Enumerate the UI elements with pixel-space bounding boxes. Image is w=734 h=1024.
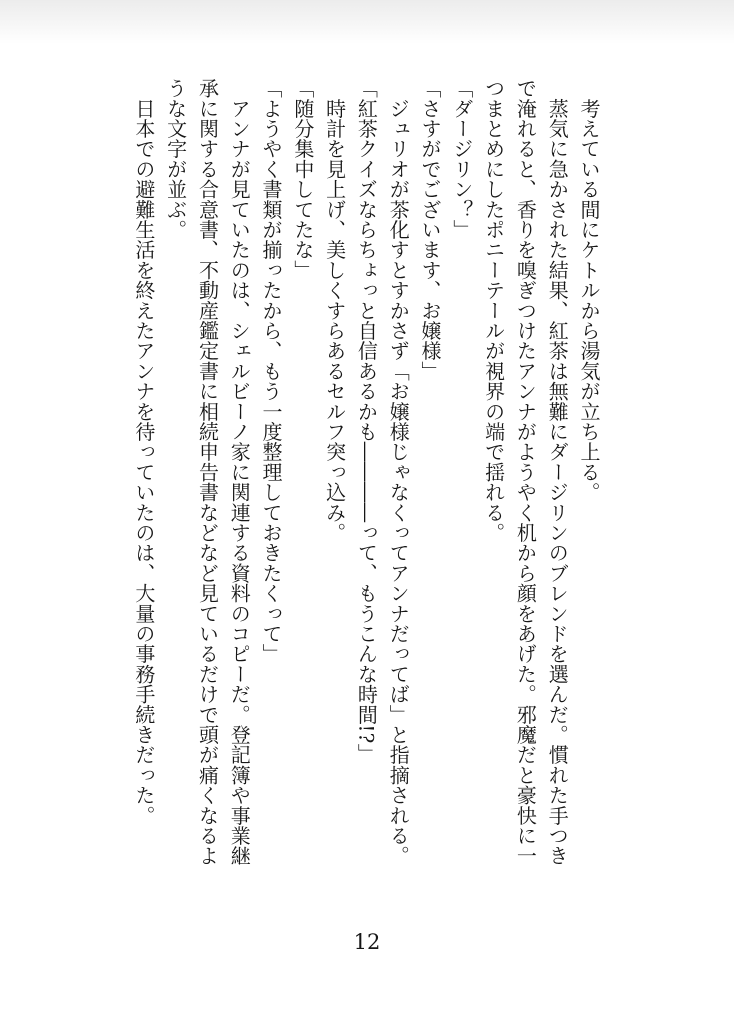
paragraph: アンナが見ていたのは、シェルビーノ家に関連する資料のコピーだ。登記簿や事業継承に関する合意書、不動産鑑定書に相続申告書などなど見ているだけで頭が痛くなるような文字が並ぶ。 — [163, 78, 252, 866]
paragraph: 時計を見上げ、美しくすらあるセルフ突っ込み。 — [322, 78, 347, 543]
page-number: 12 — [353, 930, 381, 954]
paragraph: 日本での避難生活を終えたアンナを待っていたのは、大量の事務手続きだった。 — [131, 78, 156, 826]
paragraph: 考えている間にケトルから湯気が立ち上る。 — [577, 78, 601, 503]
paragraph: 「ダージリン？」 — [449, 78, 474, 240]
paragraph: 「随分集中してたな」 — [290, 78, 315, 280]
paragraph: 「紅茶クイズならちょっと自信あるかも――――って、もうこんな時間!?」 — [354, 78, 379, 764]
paragraph: 「ようやく書類が揃ったから、もう一度整理しておきたくって」 — [259, 78, 284, 664]
page-top-shadow — [0, 0, 734, 44]
vertical-text-body — [127, 78, 604, 868]
paragraph: 「さすがでございます、お嬢様」 — [418, 78, 443, 381]
paragraph: ジュリオが茶化すとすかさず「お嬢様じゃなくってアンナだってば」と指摘される。 — [386, 78, 411, 866]
paragraph: 蒸気に急かされた結果、紅茶は無難にダージリンのブレンドを選んだ。慣れた手つきで淹れると、香りを嗅ぎつけたアンナがようやく机から顔をあげた。邪魔だと豪快に一つまとめにしたポニーテールが視界の端で揺れる。 — [481, 78, 570, 866]
